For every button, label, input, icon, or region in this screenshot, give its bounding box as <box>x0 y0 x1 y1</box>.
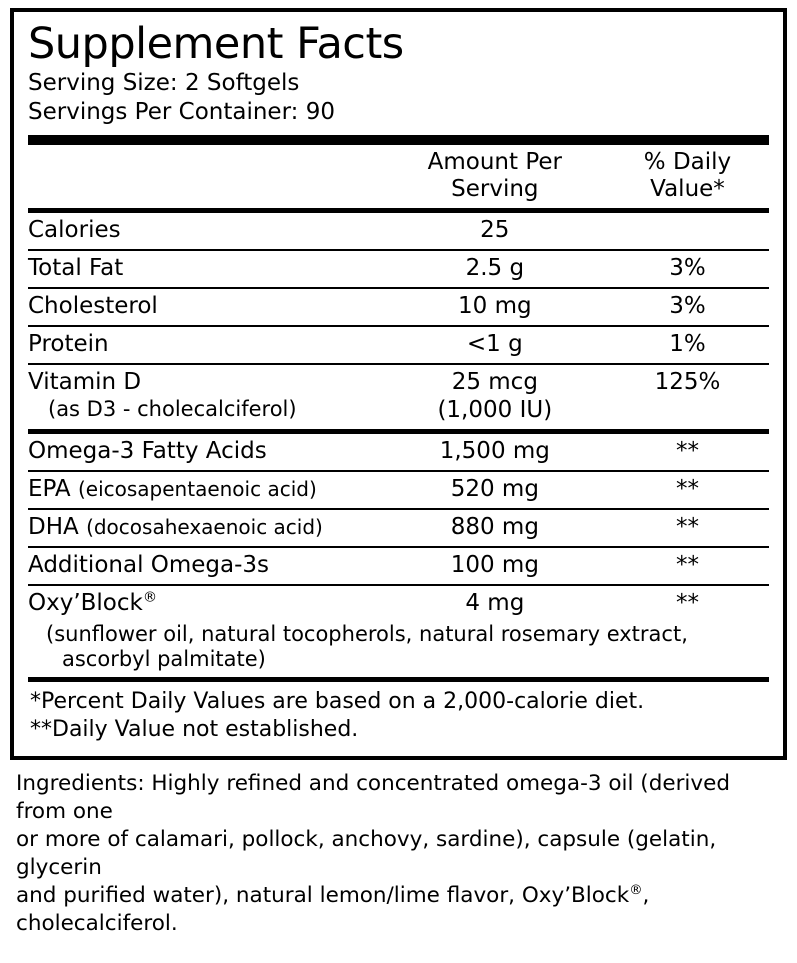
header-blank <box>28 145 384 208</box>
table-row <box>28 251 769 287</box>
row-name: Calories <box>28 216 121 243</box>
servings-per-container: Servings Per Container: 90 <box>28 98 335 125</box>
table-row <box>28 510 769 546</box>
row-amount-group <box>384 365 606 428</box>
row-name: Cholesterol <box>28 293 158 320</box>
table-row-vitamin-d <box>28 365 769 428</box>
table-row <box>28 472 769 508</box>
row-amount: 100 mg <box>450 552 539 579</box>
row-name: Total Fat <box>28 255 124 282</box>
row-name-sub: (sunflower oil, natural tocopherols, natural rosemary extract, <box>46 622 688 647</box>
row-dv: 1% <box>669 331 706 358</box>
row-name-group <box>28 586 384 622</box>
row-name-note: (docosahexaenoic acid) <box>86 514 323 539</box>
row-name: DHA <box>28 513 79 540</box>
table-row <box>28 548 769 584</box>
header-amount-per-serving: Amount Per Serving <box>427 148 562 202</box>
row-amount: 2.5 g <box>465 255 525 282</box>
table-row-oxyblock <box>28 586 769 622</box>
row-amount: 880 mg <box>450 513 539 540</box>
row-amount: 10 mg <box>458 293 532 320</box>
row-dv: 125% <box>654 369 721 396</box>
row-name: Vitamin D <box>28 369 142 396</box>
row-name-sub2: ascorbyl palmitate) <box>62 647 266 672</box>
row-name-group <box>28 472 384 508</box>
supplement-facts-panel <box>10 8 787 760</box>
header-daily-value: % Daily Value* <box>643 148 732 202</box>
registered-trademark-icon: ® <box>629 882 643 898</box>
row-dv: ** <box>675 513 699 540</box>
row-amount: 25 <box>480 216 510 243</box>
row-dv: ** <box>675 437 699 464</box>
row-name: Additional Omega-3s <box>28 552 270 579</box>
row-dv: 3% <box>669 293 706 320</box>
serving-size: Serving Size: 2 Softgels <box>28 70 300 97</box>
ingredients-line-3-part1: and purified water), natural lemon/lime flavor, Oxy’Block <box>16 882 630 908</box>
page-title: Supplement Facts <box>28 19 404 69</box>
row-name-note: (eicosapentaenoic acid) <box>77 476 317 501</box>
footnote-daily-value: *Percent Daily Values are based on a 2,000-calorie diet. <box>30 688 645 714</box>
nutrition-table <box>28 145 769 677</box>
ingredients-line-3 <box>16 882 785 938</box>
row-amount-sub: (1,000 IU) <box>437 396 553 423</box>
row-name: Oxy’Block <box>28 590 143 617</box>
row-name-wrap <box>28 590 157 616</box>
row-amount: 4 mg <box>465 590 525 617</box>
footnotes <box>28 682 769 746</box>
row-name: EPA <box>28 475 71 502</box>
row-amount: <1 g <box>466 331 523 358</box>
row-name-sub-group <box>28 622 769 677</box>
registered-trademark-icon: ® <box>142 589 158 606</box>
table-header-row <box>28 145 769 208</box>
ingredients-line-1: Ingredients: Highly refined and concentrated omega-3 oil (derived from one <box>16 771 730 825</box>
row-dv: ** <box>675 475 699 502</box>
table-row <box>28 327 769 363</box>
table-row-oxyblock-sub <box>28 622 769 677</box>
ingredients-line-2: or more of calamari, pollock, anchovy, sardine), capsule (gelatin, glycerin <box>16 826 717 880</box>
ingredients-block <box>10 760 787 938</box>
row-name: Protein <box>28 331 109 358</box>
row-amount: 25 mcg <box>451 369 538 396</box>
table-row <box>28 289 769 325</box>
row-dv: 3% <box>669 255 706 282</box>
row-dv <box>606 213 769 249</box>
ingredients-line-3-part2: , cholecalciferol. <box>16 882 650 936</box>
row-dv: ** <box>675 590 699 617</box>
rule-thick-top <box>28 135 769 145</box>
row-name-sub: (as D3 - cholecalciferol) <box>48 396 297 421</box>
table-row <box>28 434 769 470</box>
row-name: Omega-3 Fatty Acids <box>28 437 267 464</box>
table-row <box>28 213 769 249</box>
row-amount: 1,500 mg <box>439 437 550 464</box>
row-dv: ** <box>675 552 699 579</box>
row-name-group <box>28 365 384 428</box>
row-amount: 520 mg <box>450 475 539 502</box>
footnote-not-established: **Daily Value not established. <box>30 716 359 742</box>
row-name-group <box>28 510 384 546</box>
